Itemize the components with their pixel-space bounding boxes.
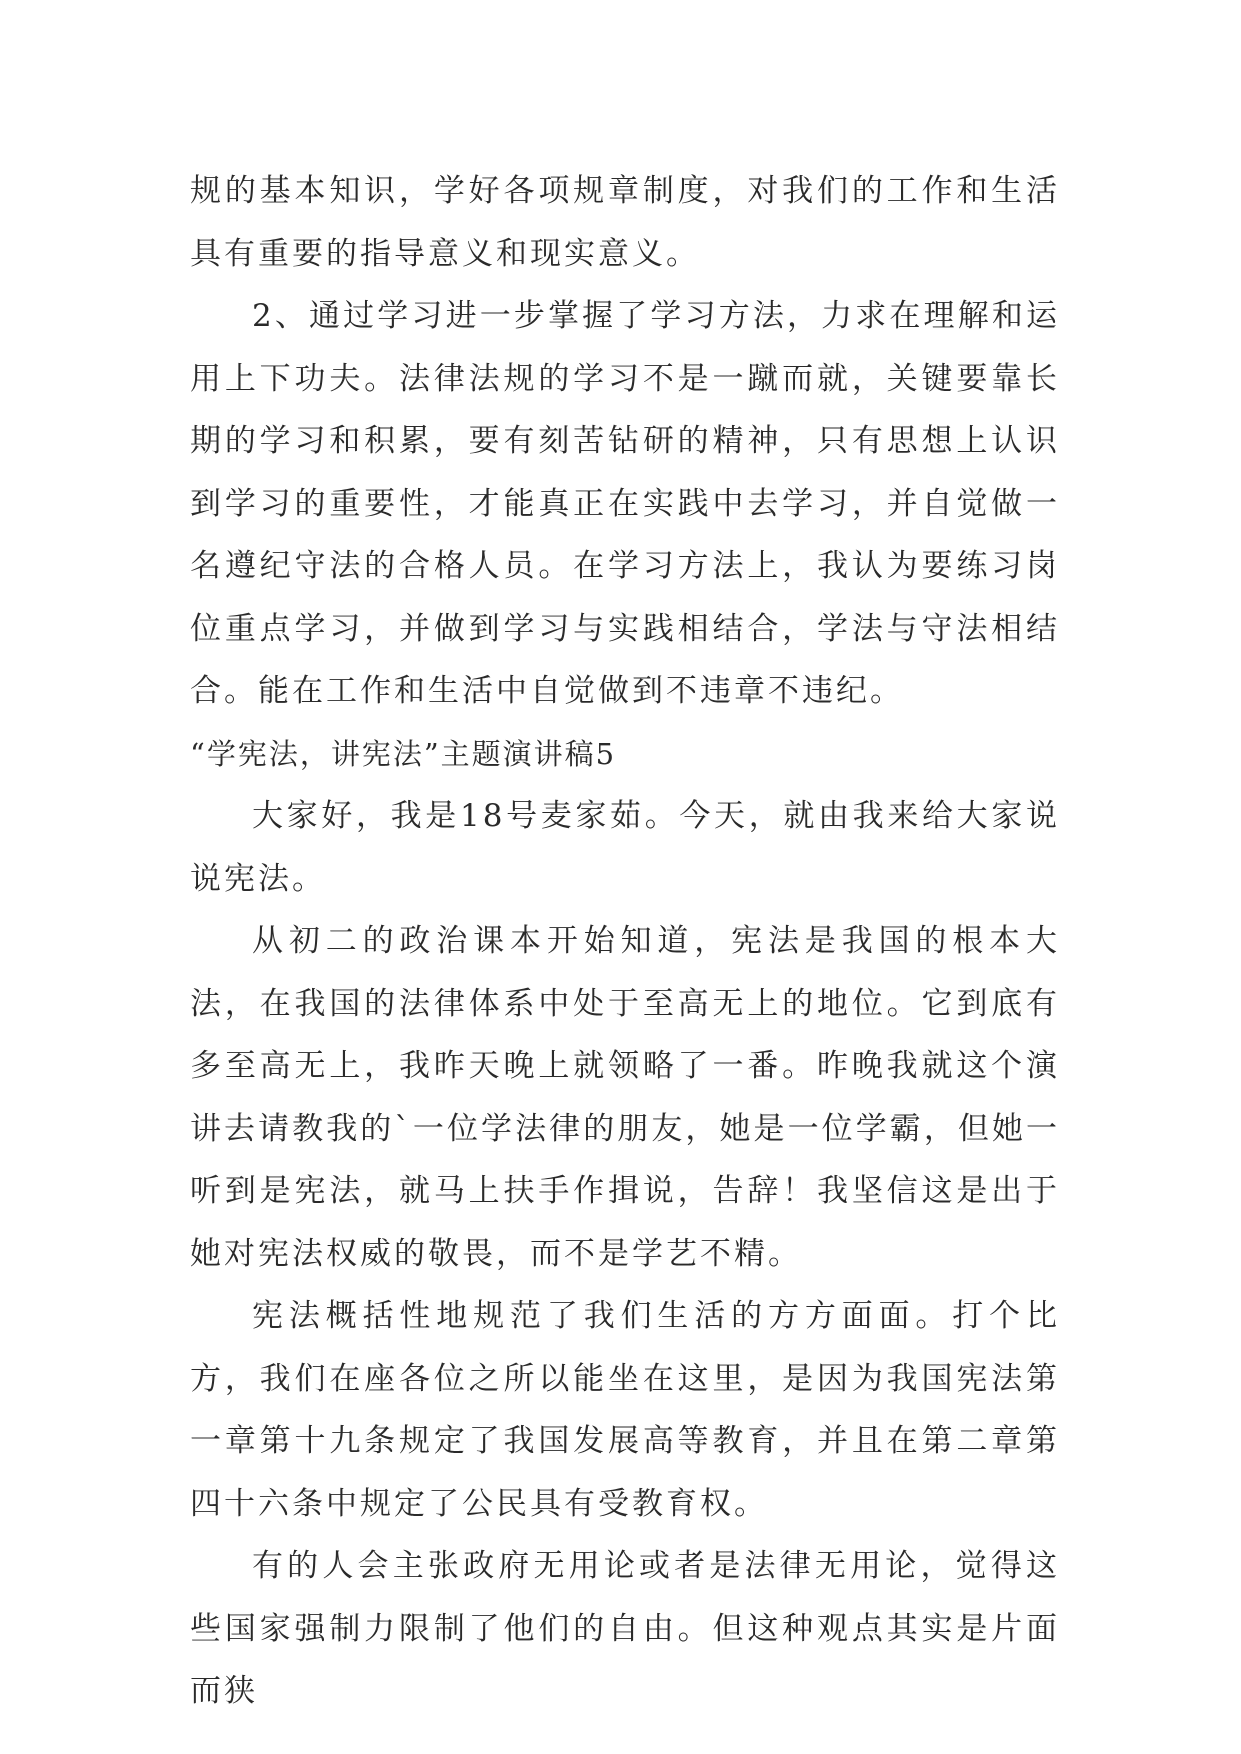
paragraph: 有的人会主张政府无用论或者是法律无用论，觉得这些国家强制力限制了他们的自由。但这种观点其实是片面而狭: [190, 1548, 1060, 1709]
paragraph: 从初二的政治课本开始知道，宪法是我国的根本大法，在我国的法律体系中处于至高无上的地位。它到底有多至高无上，我昨天晚上就领略了一番。昨晚我就这个演讲去请教我的`一位学法律的朋友，她是一位学霸，但她一听到是宪法，就马上扶手作揖说，告辞！我坚信这是出于她对宪法权威的敬畏，而不是学艺不精。: [190, 923, 1060, 1272]
paragraph: 宪法概括性地规范了我们生活的方方面面。打个比方，我们在座各位之所以能坐在这里，是因为我国宪法第一章第十九条规定了我国发展高等教育，并且在第二章第四十六条中规定了公民具有受教育权。: [190, 1298, 1060, 1522]
paragraph: 规的基本知识，学好各项规章制度，对我们的工作和生活具有重要的指导意义和现实意义。: [190, 173, 1060, 272]
paragraph: 2、通过学习进一步掌握了学习方法，力求在理解和运用上下功夫。法律法规的学习不是一蹴而就，关键要靠长期的学习和积累，要有刻苦钻研的精神，只有思想上认识到学习的重要性，才能真正在实践中去学习，并自觉做一名遵纪守法的合格人员。在学习方法上，我认为要练习岗位重点学习，并做到学习与实践相结合，学法与守法相结合。能在工作和生活中自觉做到不违章不违纪。: [190, 298, 1060, 709]
section-heading: “学宪法，讲宪法”主题演讲稿5: [190, 736, 617, 771]
document-body: [190, 160, 1060, 1723]
paragraph: 大家好，我是18号麦家茹。今天，就由我来给大家说说宪法。: [190, 798, 1060, 897]
